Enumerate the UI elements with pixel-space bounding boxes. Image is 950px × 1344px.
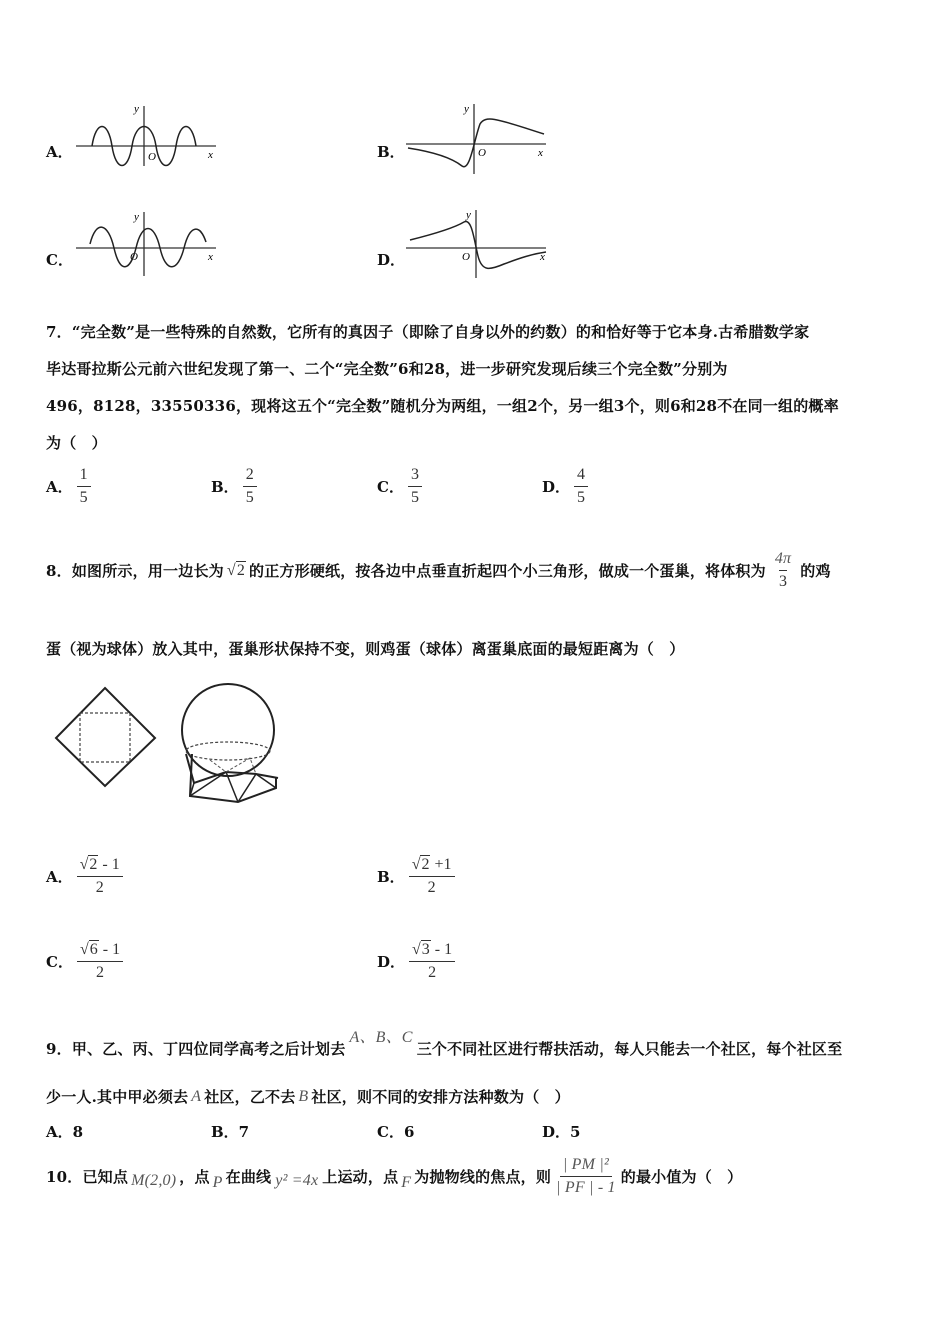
q9-option-d[interactable]: D．5 [542, 1123, 581, 1141]
q7-option-b[interactable] [211, 466, 261, 507]
q10-point-m: M(2,0) [131, 1171, 177, 1189]
q8-volume-fraction: $\frac{4\pi}{3}$ [774, 550, 792, 590]
q8-option-c[interactable] [46, 941, 127, 982]
q7-option-a[interactable] [46, 466, 95, 507]
q8-option-d[interactable] [377, 941, 459, 982]
q8-option-a[interactable] [46, 856, 127, 897]
q7-option-c-fraction: $\frac{3}{5}$ [408, 466, 422, 507]
q9-text-line-1: 9．甲、乙、丙、丁四位同学高考之后计划去 A、B、C 三个不同社区进行帮扶活动，每人只能去一个社区，每个社区至 [46, 1036, 842, 1059]
q6-b-origin-label: O [478, 147, 486, 159]
q7-option-a-fraction: $\frac{1}{5}$ [77, 466, 91, 507]
q6-d-y-axis-label: y [466, 209, 471, 221]
q6-option-b-label[interactable]: B． [377, 143, 405, 161]
q6-c-origin-label: O [130, 251, 138, 263]
q8-option-c-label: C． [46, 953, 73, 971]
q6-graph-a [74, 100, 224, 170]
q6-graph-d [404, 206, 554, 282]
q10-text: 10．已知点 M(2,0) ，点 P 在曲线 y² =4x 上运动，点 F 为抛物线的焦点，则 $\frac{\text{| PM |²}}{| PF | - 1}$ 的最小值为（ ） [46, 1156, 743, 1196]
q7-text-line-1: 7．“完全数”是一些特殊的自然数，它所有的真因子（即除了自身以外的约数）的和恰好等于它本身.古希腊数学家 [46, 323, 810, 341]
q6-option-a-label[interactable]: A． [46, 143, 73, 161]
q10-curve: y² =4x [275, 1171, 319, 1189]
q7-text-line-4: 为（ ） [46, 434, 107, 452]
q7-option-c[interactable] [377, 466, 426, 507]
q8-text-line-1: 8．如图所示，用一边长为 √2 的正方形硬纸，按各边中点垂直折起四个小三角形，做成一个蛋巢，将体积为 $\frac{4\pi}{3}$ 的鸡 [46, 550, 831, 590]
q7-option-d[interactable] [542, 466, 592, 507]
q7-option-b-fraction: $\frac{2}{5}$ [243, 466, 257, 507]
q8-option-a-fraction: $\frac{√2 - 1}{2}$ [77, 856, 123, 897]
q6-a-x-axis-label: x [208, 149, 213, 161]
q7-option-d-fraction: $\frac{4}{5}$ [574, 466, 588, 507]
q9-option-b[interactable]: B．7 [211, 1123, 250, 1141]
q9-option-a[interactable]: A．8 [46, 1123, 84, 1141]
q8-sqrt-2: √2 [226, 561, 246, 579]
q7-text-line-3: 496，8128，33550336，现将这五个“完全数”随机分为两组，一组2个，另一组3个，则6和28不在同一组的概率 [46, 397, 839, 415]
q8-option-d-label: D． [377, 953, 406, 971]
q6-a-origin-label: O [148, 151, 156, 163]
q7-option-c-label: C． [377, 478, 404, 496]
q9-option-c[interactable]: C．6 [377, 1123, 415, 1141]
q6-option-c-label[interactable]: C． [46, 251, 73, 269]
q8-option-c-fraction: $\frac{√6 - 1}{2}$ [77, 941, 123, 982]
q6-c-x-axis-label: x [208, 251, 213, 263]
q9-communities: A、B、C [349, 1029, 413, 1046]
q10-point-p: P [212, 1173, 223, 1191]
q6-a-y-axis-label: y [134, 103, 139, 115]
q7-option-d-label: D． [542, 478, 571, 496]
q8-egg-nest-figure [50, 678, 290, 818]
q6-graph-b [404, 100, 554, 180]
q6-b-y-axis-label: y [464, 103, 469, 115]
q6-option-d-label[interactable]: D． [377, 251, 406, 269]
q8-option-b-fraction: $\frac{√2 +1}{2}$ [409, 856, 455, 897]
q7-option-a-label: A． [46, 478, 73, 496]
q6-d-x-axis-label: x [540, 251, 545, 263]
q7-text-line-2: 毕达哥拉斯公元前六世纪发现了第一、二个“完全数”6和28，进一步研究发现后续三个完全数”分别为 [46, 360, 728, 378]
q8-option-d-fraction: $\frac{√3 - 1}{2}$ [409, 941, 455, 982]
q8-option-a-label: A． [46, 868, 73, 886]
q8-option-b[interactable] [377, 856, 459, 897]
q8-option-b-label: B． [377, 868, 405, 886]
q6-c-y-axis-label: y [134, 211, 139, 223]
q9-text-line-2: 少一人.其中甲必须去 A 社区，乙不去 B 社区，则不同的安排方法种数为（ ） [46, 1087, 570, 1106]
q8-text-line-2: 蛋（视为球体）放入其中，蛋巢形状保持不变，则鸡蛋（球体）离蛋巢底面的最短距离为（ ） [46, 640, 685, 658]
q7-option-b-label: B． [211, 478, 239, 496]
q6-d-origin-label: O [462, 251, 470, 263]
q10-point-f: F [401, 1173, 412, 1191]
q6-graph-c [74, 208, 224, 280]
q10-ratio-fraction: $\frac{\text{| PM |²}}{| PF | - 1}$ [556, 1156, 616, 1196]
q6-b-x-axis-label: x [538, 147, 543, 159]
